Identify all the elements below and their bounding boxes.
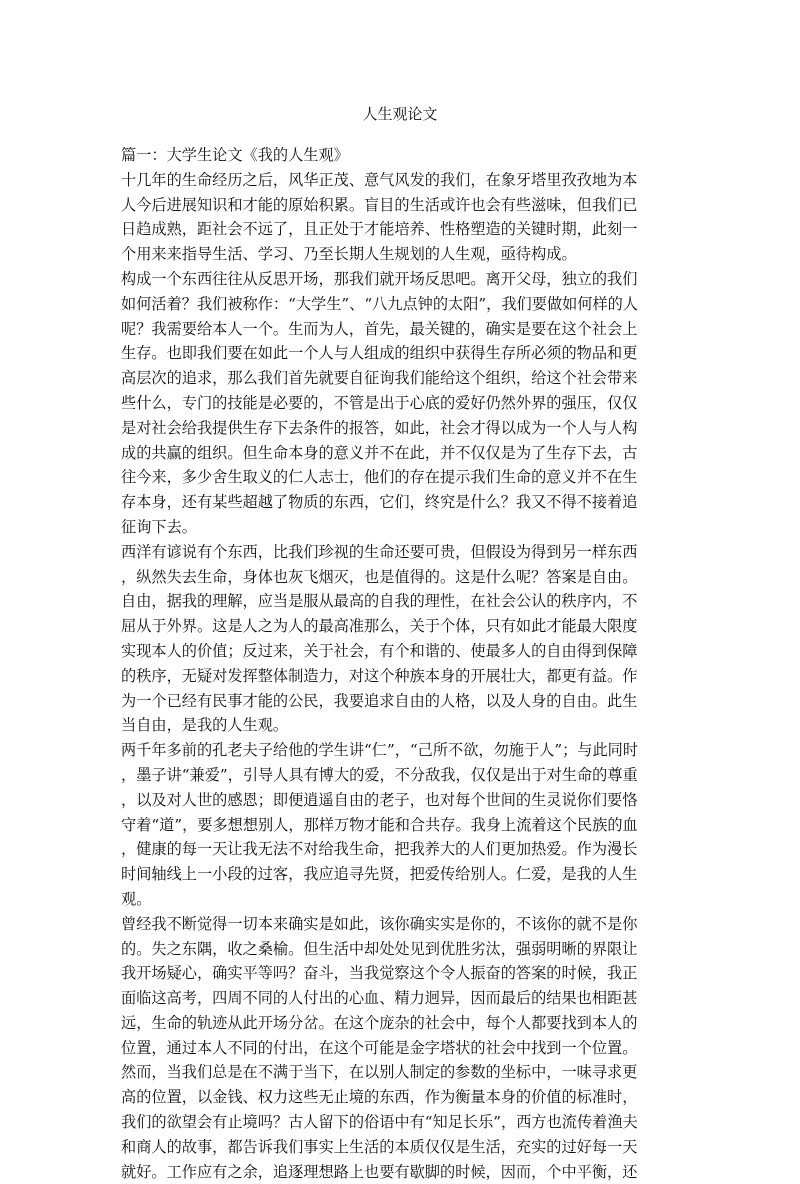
paragraph bbox=[121, 168, 685, 267]
paragraph-line: 生存。也即我们要在如此一个人与人组成的组织中获得生存所必须的物品和更 bbox=[121, 344, 638, 363]
paragraph-line: 就好。工作应有之余，追逐理想路上也要有歇脚的时候，因而，个中平衡，还 bbox=[121, 1162, 638, 1181]
paragraph-line: 远，生命的轨迹从此开场分岔。在这个庞杂的社会中，每个人都要找到本人的 bbox=[121, 1013, 638, 1032]
paragraph-line: 位置，通过本人不同的付出，在这个可能是金字塔状的社会中找到一个位置。 bbox=[121, 1038, 638, 1057]
document-body bbox=[121, 143, 685, 1184]
paragraph-line: 实现本人的价值；反过来，关于社会，有个和谐的、使最多人的自由得到保障 bbox=[121, 641, 638, 660]
paragraph-line: 守着“道”，要多想想别人，那样万物才能和合共存。我身上流着这个民族的血 bbox=[121, 815, 638, 834]
paragraph bbox=[121, 540, 685, 738]
paragraph-line: 我们的欲望会有止境吗？古人留下的俗语中有“知足长乐”，西方也流传着渔夫 bbox=[121, 1113, 638, 1132]
paragraph-line: ，以及对人世的感恩；即便逍遥自由的老子，也对每个世间的生灵说你们要恪 bbox=[121, 790, 638, 809]
section-heading: 篇一：大学生论文《我的人生观》 bbox=[121, 146, 349, 164]
page-title: 人生观论文 bbox=[362, 105, 438, 123]
paragraph-line: 征询下去。 bbox=[121, 517, 197, 536]
paragraph-line: 我开场疑心，确实平等吗？奋斗，当我觉察这个令人振奋的答案的时候，我正 bbox=[121, 964, 638, 983]
paragraph-line: 观。 bbox=[121, 889, 152, 908]
paragraph-line: 高层次的追求，那么我们首先就要自征询我们能给这个组织，给这个社会带来 bbox=[121, 369, 638, 388]
paragraph-line: 成的共赢的组织。但生命本身的意义并不在此，并不仅仅是为了生存下去，古 bbox=[121, 443, 638, 462]
paragraph-line: 自由，据我的理解，应当是服从最高的自我的理性，在社会公认的秩序内，不 bbox=[121, 592, 638, 611]
paragraph-line: 西洋有谚说有个东西，比我们珍视的生命还要可贵，但假设为得到另一样东西 bbox=[121, 542, 638, 561]
paragraph-line: 两千年多前的孔老夫子给他的学生讲“仁”，“己所不欲，勿施于人”；与此同时 bbox=[121, 741, 639, 760]
paragraph-line: 人今后进展知识和才能的原始积累。盲目的生活或许也会有些滋味，但我们已 bbox=[121, 195, 638, 214]
paragraph-line: 十几年的生命经历之后，风华正茂、意气风发的我们，在象牙塔里孜孜地为本 bbox=[121, 170, 638, 189]
paragraph-line: 些什么，专门的技能是必要的，不管是出于心底的爱好仍然外界的强压，仅仅 bbox=[121, 393, 638, 412]
paragraph-line: ，纵然失去生命，身体也灰飞烟灭，也是值得的。这是什么呢？答案是自由。 bbox=[121, 567, 638, 586]
paragraph-line: 高的位置，以金钱、权力这些无止境的东西，作为衡量本身的价值的标准时， bbox=[121, 1088, 638, 1107]
paragraph-line: 构成一个东西往往从反思开场，那我们就开场反思吧。离开父母，独立的我们 bbox=[121, 269, 638, 288]
paragraph-line: ，墨子讲“兼爱”，引导人具有博大的爱，不分敌我，仅仅是出于对生命的尊重 bbox=[121, 765, 638, 784]
paragraph-line: 曾经我不断觉得一切本来确实是如此，该你确实实是你的，不该你的就不是你 bbox=[121, 914, 638, 933]
paragraph-line: 然而，当我们总是在不满于当下，在以别人制定的参数的坐标中，一味寻求更 bbox=[121, 1063, 638, 1082]
paragraph-line: 和商人的故事，都告诉我们事实上生活的本质仅仅是生活，充实的过好每一天 bbox=[121, 1137, 638, 1156]
paragraph-line: 时间轴线上一小段的过客，我应追寻先贤，把爱传给别人。仁爱，是我的人生 bbox=[121, 865, 638, 884]
paragraph bbox=[121, 267, 685, 540]
paragraph-line: 个用来来指导生活、学习、乃至长期人生规划的人生观，亟待构成。 bbox=[121, 245, 577, 264]
paragraph-line: 日趋成熟，距社会不远了，且正处于才能培养、性格塑造的关键时期，此刻一 bbox=[121, 220, 638, 239]
paragraph-line: 如何活着？我们被称作：“大学生”、“八九点钟的太阳”，我们要做如何样的人 bbox=[121, 294, 639, 313]
paragraph-line: 的秩序，无疑对发挥整体制造力，对这个种族本身的开展壮大，都更有益。作 bbox=[121, 666, 638, 685]
paragraph-line: 为一个已经有民事才能的公民，我要追求自由的人格，以及人身的自由。此生 bbox=[121, 691, 638, 710]
paragraph-line: 屈从于外界。这是人之为人的最高准那么，关于个体，只有如此才能最大限度 bbox=[121, 617, 638, 636]
paragraph-line: 往今来，多少舍生取义的仁人志士，他们的存在提示我们生命的意义并不在生 bbox=[121, 468, 638, 487]
paragraph-line: 的。失之东隅，收之桑榆。但生活中却处处见到优胜劣汰，强弱明晰的界限让 bbox=[121, 939, 638, 958]
paragraph-line: 存本身，还有某些超越了物质的东西，它们，终究是什么？我又不得不接着追 bbox=[121, 493, 638, 512]
paragraph-line: 当自由，是我的人生观。 bbox=[121, 716, 289, 735]
paragraph-line: 是对社会给我提供生存下去条件的报答，如此，社会才得以成为一个人与人构 bbox=[121, 418, 638, 437]
paragraph bbox=[121, 738, 685, 912]
paragraph-line: 面临这高考，四周不同的人付出的心血、精力迥异，因而最后的结果也相距甚 bbox=[121, 989, 638, 1008]
paragraph bbox=[121, 912, 685, 1184]
paragraph-line: ，健康的每一天让我无法不对给我生命，把我养大的人们更加热爱。作为漫长 bbox=[121, 840, 638, 859]
paragraph-line: 呢？我需要给本人一个。生而为人，首先，最关键的，确实是要在这个社会上 bbox=[121, 319, 638, 338]
